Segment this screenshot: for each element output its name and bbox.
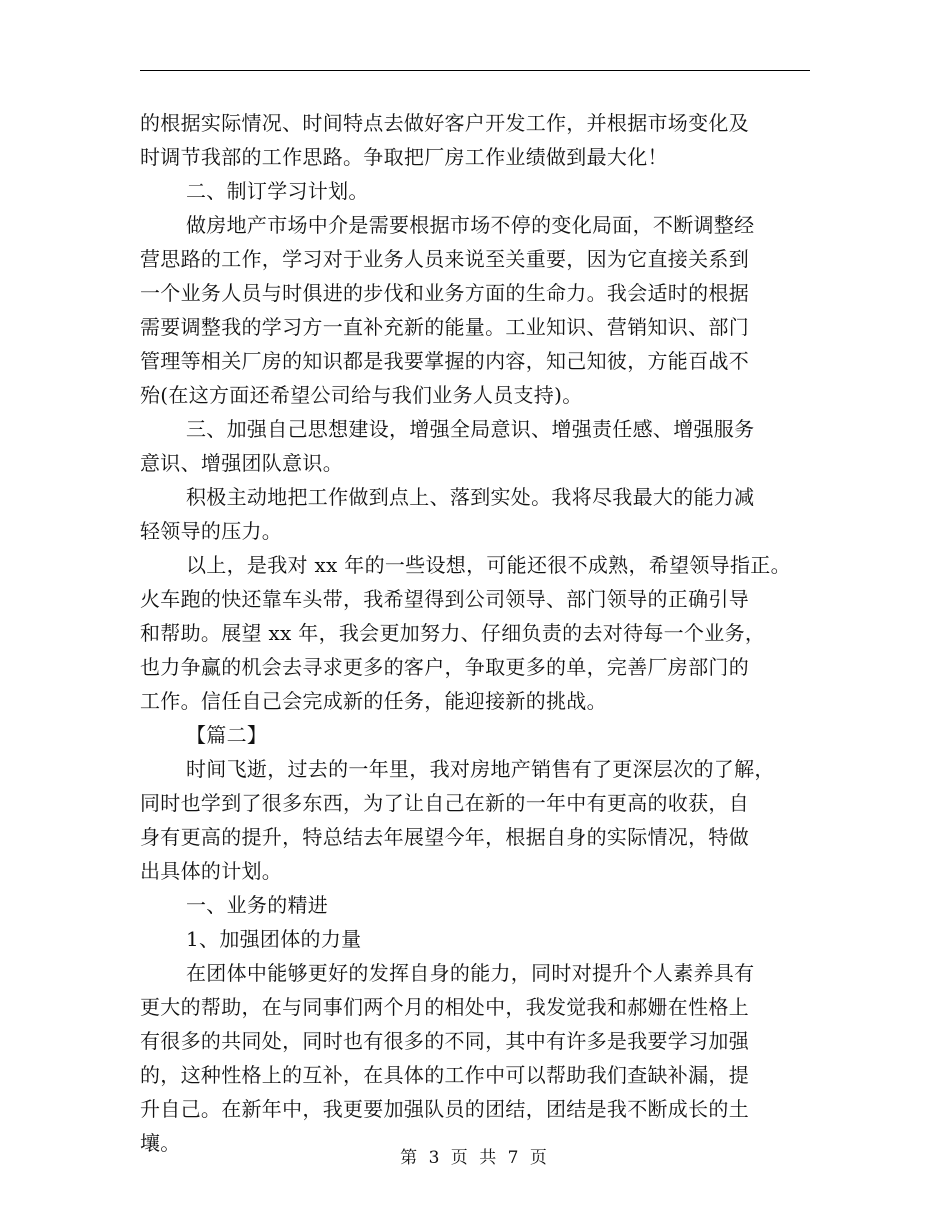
text-line: 工作。信任自己会完成新的任务，能迎接新的挑战。 (140, 689, 607, 713)
text-line: 出具体的计划。 (140, 859, 283, 883)
text-line: 以上，是我对 xx 年的一些设想，可能还很不成熟，希望领导指正。 (186, 553, 791, 577)
text-line: 身有更高的提升，特总结去年展望今年，根据自身的实际情况，特做 (140, 825, 749, 849)
text-line: 时调节我部的工作思路。争取把厂房工作业绩做到最大化！ (140, 145, 668, 169)
text-line: 的，这种性格上的互补，在具体的工作中可以帮助我们查缺补漏，提 (140, 1063, 749, 1087)
text-line: 做房地产市场中介是需要根据市场不停的变化局面，不断调整经 (186, 213, 755, 237)
text-line: 二、制订学习计划。 (186, 179, 369, 203)
text-line: 火车跑的快还靠车头带，我希望得到公司领导、部门领导的正确引导 (140, 587, 749, 611)
text-line: 同时也学到了很多东西，为了让自己在新的一年中有更高的收获，自 (140, 791, 749, 815)
text-line: 有很多的共同处，同时也有很多的不同，其中有许多是我要学习加强 (140, 1029, 749, 1053)
header-rule (140, 70, 810, 71)
text-line: 意识、增强团队意识。 (140, 451, 343, 475)
text-line: 更大的帮助，在与同事们两个月的相处中，我发觉我和郝姗在性格上 (140, 995, 749, 1019)
text-line: 三、加强自己思想建设，增强全局意识、增强责任感、增强服务 (186, 417, 755, 441)
text-line: 营思路的工作，学习对于业务人员来说至关重要，因为它直接关系到 (140, 247, 749, 271)
text-line: 一个业务人员与时俱进的步伐和业务方面的生命力。我会适时的根据 (140, 281, 749, 305)
text-line: 时间飞逝，过去的一年里，我对房地产销售有了更深层次的了解， (186, 757, 775, 781)
text-line: 需要调整我的学习方一直补充新的能量。工业知识、营销知识、部门 (140, 315, 749, 339)
text-line: 升自己。在新年中，我更要加强队员的团结，团结是我不断成长的土 (140, 1097, 749, 1121)
text-line: 在团体中能够更好的发挥自身的能力，同时对提升个人素养具有 (186, 961, 755, 985)
body-text (140, 106, 840, 1160)
text-line: 和帮助。展望 xx 年，我会更加努力、仔细负责的去对待每一个业务， (140, 621, 766, 645)
text-line: 积极主动地把工作做到点上、落到实处。我将尽我最大的能力减 (186, 485, 755, 509)
text-line: 管理等相关厂房的知识都是我要掌握的内容，知己知彼，方能百战不 (140, 349, 749, 373)
text-line: 1、加强团体的力量 (186, 927, 362, 951)
text-line: 一、业务的精进 (186, 893, 329, 917)
text-line: 也力争赢的机会去寻求更多的客户，争取更多的单，完善厂房部门的 (140, 655, 749, 679)
text-line: 【篇二】 (186, 723, 268, 747)
text-line: 的根据实际情况、时间特点去做好客户开发工作，并根据市场变化及 (140, 111, 749, 135)
text-line: 殆(在这方面还希望公司给与我们业务人员支持)。 (140, 383, 583, 407)
text-line: 壤。 (140, 1131, 181, 1155)
text-line: 轻领导的压力。 (140, 519, 283, 543)
page-footer: 第 3 页 共 7 页 (400, 1148, 550, 1168)
